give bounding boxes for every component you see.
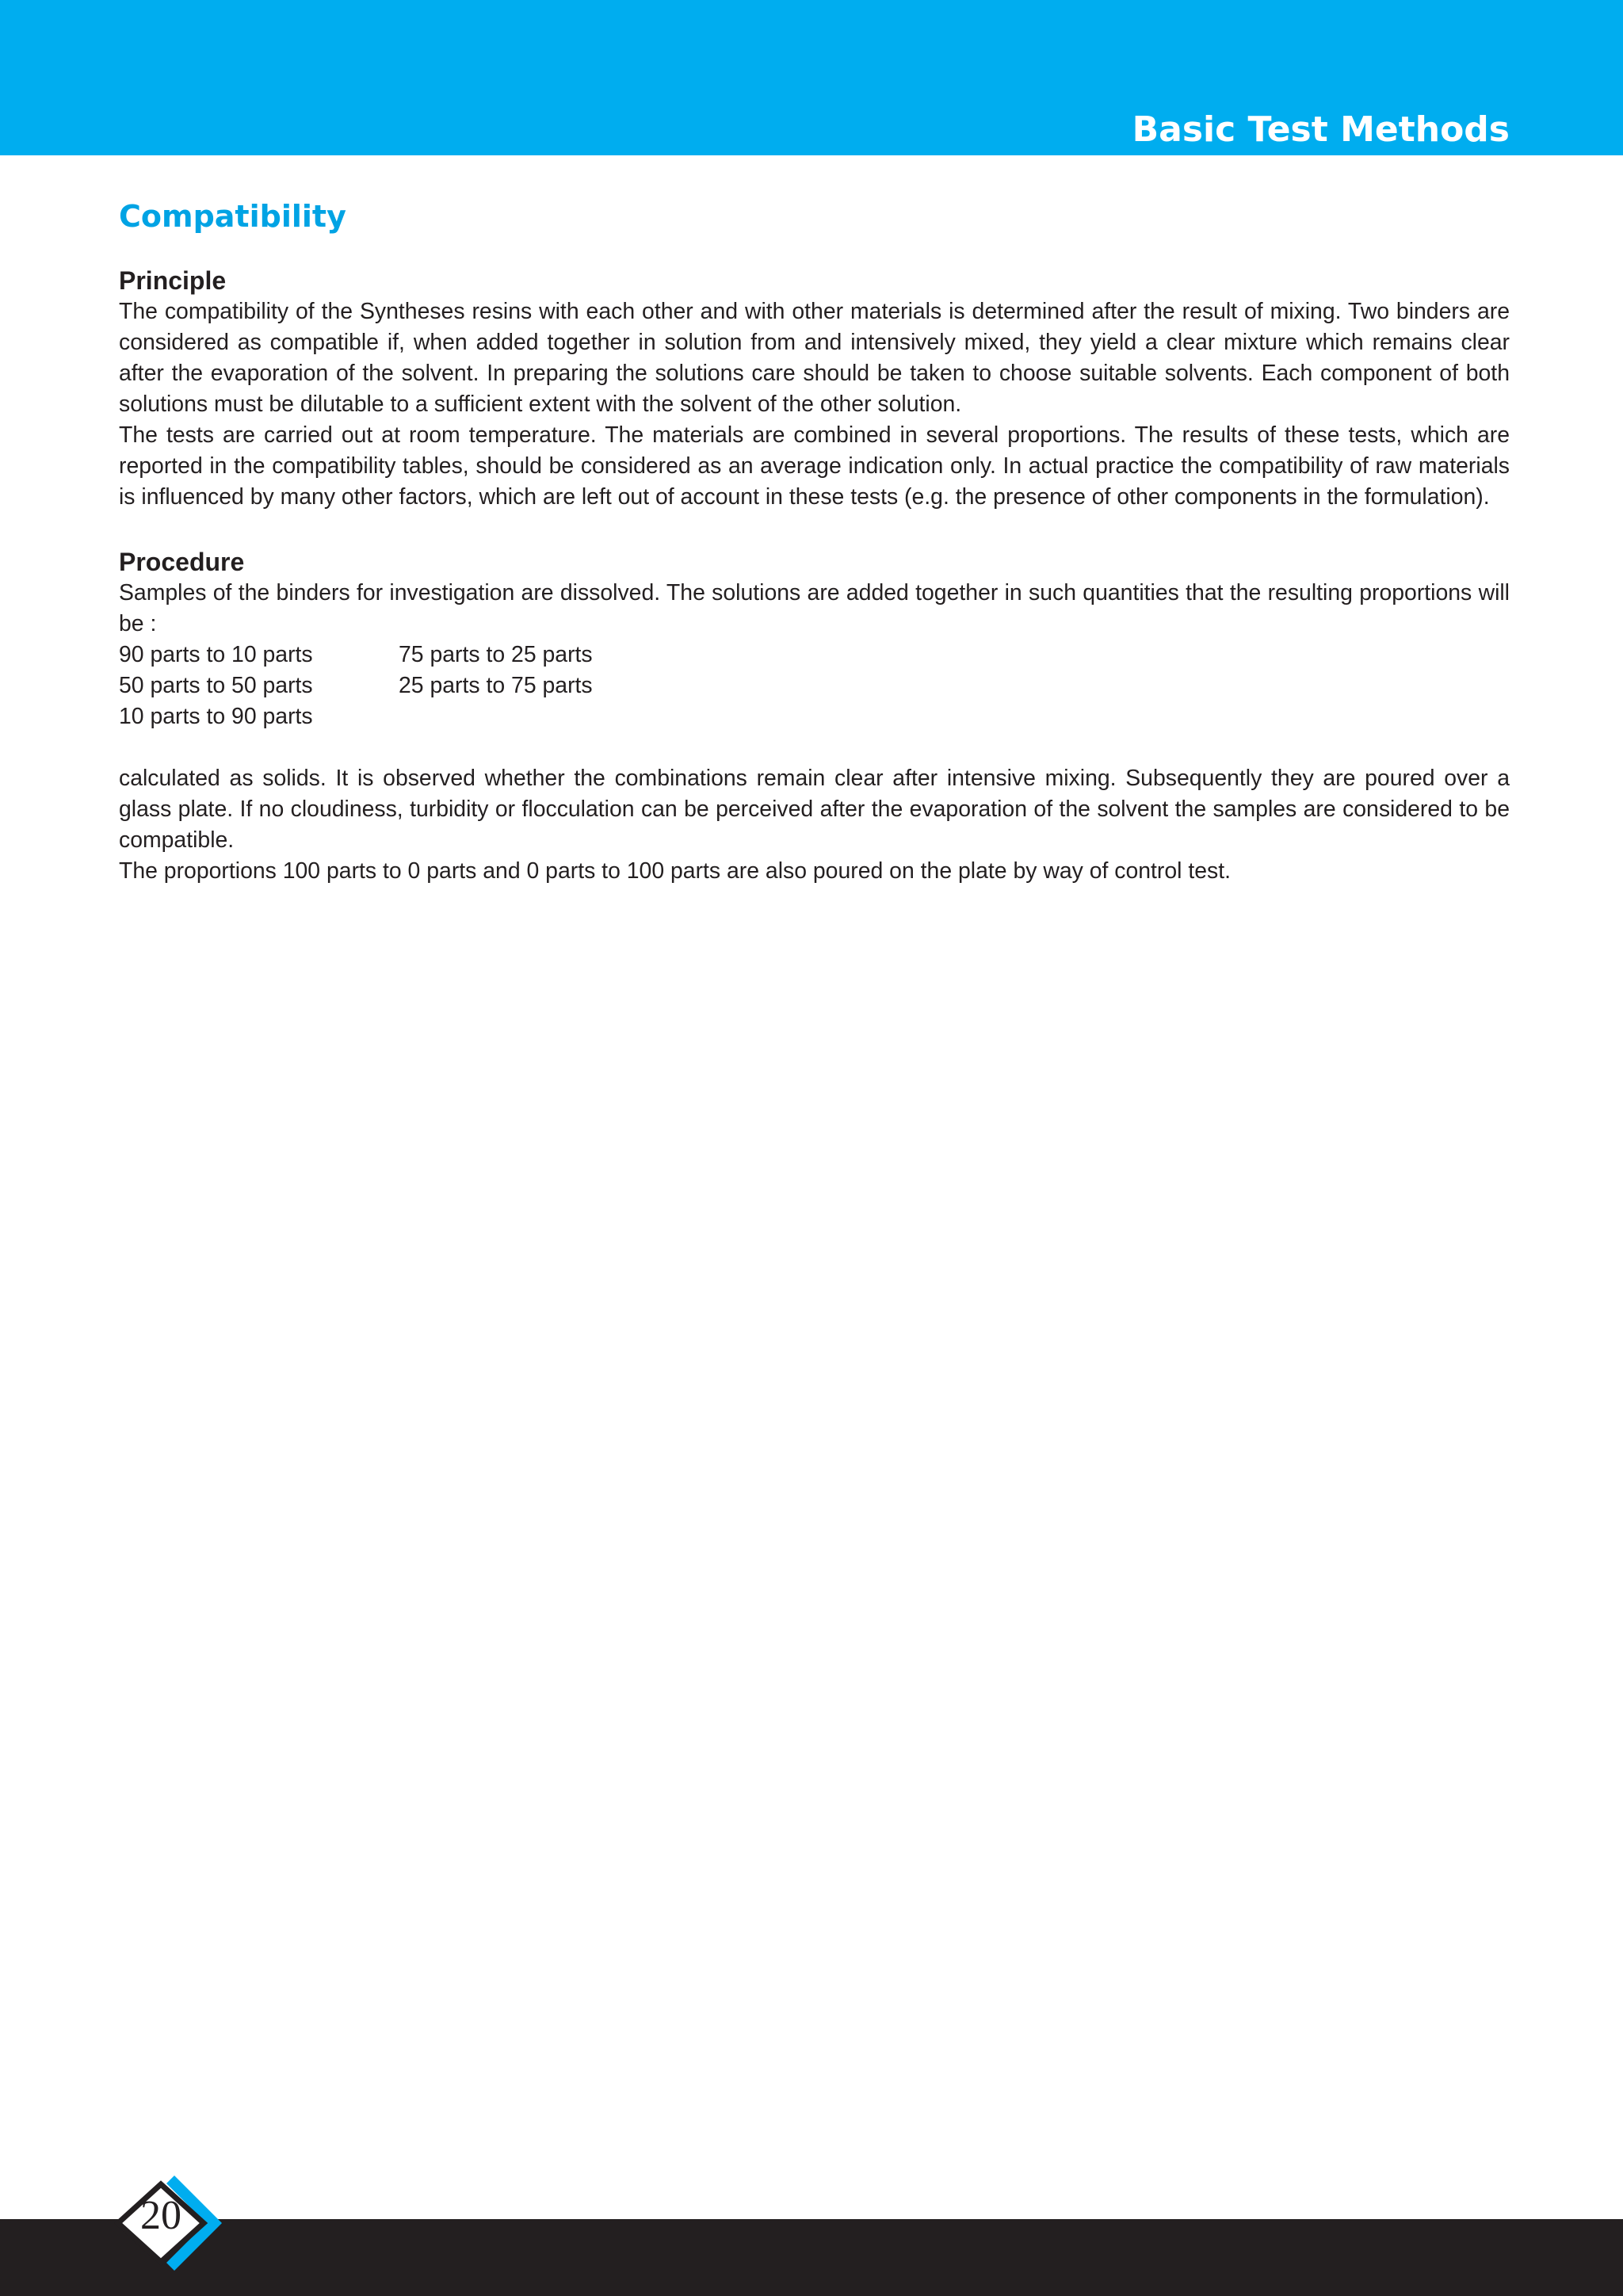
principle-paragraph-2: The tests are carried out at room temperature. The materials are combined in several proportions. The results of these tests, which are reported in the compatibility tables, should be considered as an average indication only. In actual practice the compatibility of raw materials is influenced by many other factors, which are left out of account in these tests (e.g. the presence of other components in the formulation). bbox=[119, 422, 1510, 510]
proportion-item: 90 parts to 10 parts bbox=[119, 642, 313, 667]
procedure-paragraph-2: The proportions 100 parts to 0 parts and 0 parts to 100 parts are also poured on the plate by way of control test. bbox=[119, 858, 1232, 884]
proportions-list bbox=[119, 640, 1510, 732]
section-title: Compatibility bbox=[119, 199, 346, 234]
procedure-heading: Procedure bbox=[119, 548, 245, 576]
proportion-item: 75 parts to 25 parts bbox=[399, 642, 593, 667]
proportion-item: 50 parts to 50 parts bbox=[119, 673, 313, 698]
procedure-paragraph-1: calculated as solids. It is observed whether the combinations remain clear after intensive mixing. Subsequently they are poured over a glass plate. If no cloudiness, turbidity or flocculation can be perceived after the evaporation of the solvent the samples are considered to be compatible. bbox=[119, 766, 1510, 853]
principle-heading: Principle bbox=[119, 266, 227, 295]
page-number: 20 bbox=[140, 2193, 181, 2238]
proportion-item: 25 parts to 75 parts bbox=[399, 673, 593, 698]
main-content bbox=[119, 197, 1510, 887]
procedure-intro: Samples of the binders for investigation are dissolved. The solutions are added together in such quantities that the resulting proportions will be : bbox=[119, 580, 1510, 636]
proportion-item: 10 parts to 90 parts bbox=[119, 704, 313, 729]
footer-bar bbox=[0, 2219, 1623, 2296]
header-title: Basic Test Methods bbox=[1132, 109, 1510, 150]
principle-paragraph-1: The compatibility of the Syntheses resins with each other and with other materials is determined after the result of mixing. Two binders are considered as compatible if, when added together in solution from and intensively mixed, they yield a clear mixture which remains clear after the evaporation of the solvent. In preparing the solutions care should be taken to choose suitable solvents. Each component of both solutions must be dilutable to a sufficient extent with the solvent of the other solution. bbox=[119, 299, 1510, 417]
